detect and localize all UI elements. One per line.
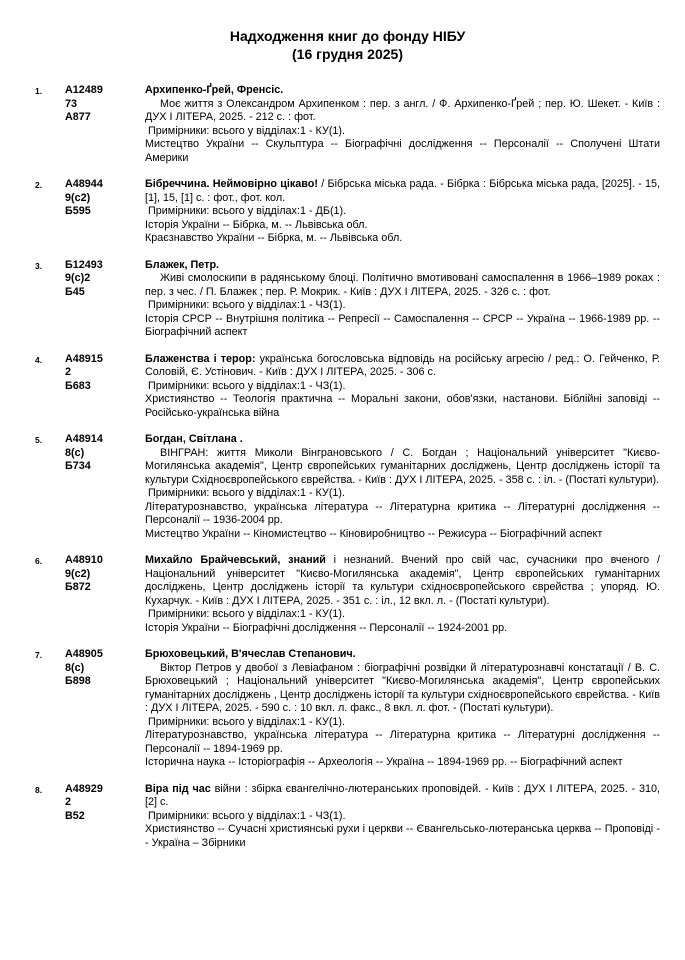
entry-title-bold: Михайло Брайчевський, знаний — [145, 554, 326, 566]
entry-description: Михайло Брайчевський, знаний і незнаний. Вчений про свій час, сучасники про вченого / Національний університет "Києво-Могилянська академія", Центр європейських гуманітарних досліджень, Центр досліджень історії та культури східноєвропейського єврейства ; упоряд. Ю. Кухарчук. - Київ : ДУХ І ЛІТЕРА, 2025. - 351 с. : іл., 12 вкл. л. - (Постаті культури). — [145, 554, 660, 607]
call-line: Б872 — [65, 581, 91, 593]
subject-line: Християнство -- Теологія практична -- Моральні закони, обов'язки, настанови. Біблійні заповіді -- Російсько-українська війна — [145, 393, 660, 419]
entry-description: Моє життя з Олександром Архипенком : пер. з англ. / Ф. Архипенко-Ґрей ; пер. Ю. Шекет. - Київ : ДУХ І ЛІТЕРА, 2025. - 212 с. : фот. — [145, 97, 660, 123]
subject-line: Історична наука -- Історіографія -- Археологія -- Україна -- 1894-1969 рр. -- Біографічний аспект — [145, 756, 623, 768]
call-line: 9(с)2 — [65, 272, 91, 284]
copies-line: Примірники: всього у відділах:1 - ЧЗ(1). — [148, 379, 346, 392]
call-line: Б45 — [65, 285, 85, 298]
page-title-line2: (16 грудня 2025) — [292, 46, 403, 62]
call-number — [65, 259, 145, 300]
entry-number: 6. — [35, 556, 43, 566]
entry-description: Живі смолоскипи в радянському блоці. Політично вмотивовані самоспалення в 1966–1989 роках : пер. з чес. / П. Блажек ; пер. Р. Мокрик. - Київ : ДУХ І ЛІТЕРА, 2025. - 326 с. : фот. — [145, 272, 660, 298]
call-number — [65, 554, 145, 595]
call-line: А48914 — [65, 433, 103, 445]
entry-body — [145, 783, 660, 851]
copies-line: Примірники: всього у відділах:1 - ДБ(1). — [148, 205, 347, 217]
call-line: А48915 — [65, 352, 103, 365]
entry-body — [145, 554, 660, 635]
catalog-entry — [35, 353, 660, 421]
entry-body — [145, 648, 660, 770]
call-number — [65, 84, 145, 125]
entry-body — [145, 259, 660, 340]
catalog-entry — [35, 554, 660, 635]
entry-number: 2. — [35, 180, 43, 190]
entry-description: Блаженства і терор: українська богословська відповідь на російську агресію / ред.: О. Гейченко, Р. Соловій, Є. Устінович. - Київ : ДУХ І ЛІТЕРА, 2025. - 306 с. — [145, 352, 660, 378]
call-line: Б595 — [65, 205, 91, 217]
call-line: А48910 — [65, 554, 103, 566]
entry-author-heading: Архипенко-Ґрей, Френсіс. — [145, 84, 284, 96]
copies-line: Примірники: всього у відділах:1 - КУ(1). — [148, 124, 346, 137]
page-title — [35, 27, 660, 63]
entry-description: Бібреччина. Неймовірно цікаво! / Бібрська міська рада. - Бібрка : Бібрська міська рада, [2025]. - 15, [1], 15, [1] с. : фот., фот. кол. — [145, 178, 660, 204]
entry-title-bold: Віра під час — [145, 782, 211, 795]
call-line: А12489 — [65, 84, 103, 96]
subject-line: Історія України -- Бібрка, м. -- Львівська обл. — [145, 218, 368, 231]
catalog-entry — [35, 84, 660, 165]
subject-line: Краєзнавство України -- Бібрка, м. -- Львівська обл. — [145, 232, 403, 244]
call-line: А48905 — [65, 648, 103, 660]
subject-line: Літературознавство, українська література -- Літературна критика -- Літературні дослідження -- Персоналії -- 1936-2004 рр. — [145, 500, 660, 526]
entry-number: 8. — [35, 784, 43, 795]
copies-line: Примірники: всього у відділах:1 - КУ(1). — [148, 487, 346, 499]
copies-line: Примірники: всього у відділах:1 - КУ(1). — [148, 715, 346, 728]
call-line: 73 — [65, 97, 78, 110]
call-line: Б12493 — [65, 258, 103, 271]
catalog-entry — [35, 178, 660, 246]
call-line: Б898 — [65, 675, 91, 687]
call-line: 9(с2) — [65, 567, 91, 580]
call-line: В52 — [65, 809, 85, 822]
subject-line: Християнство -- Сучасні християнські рухи і церкви -- Євангельсько-лютеранська церква -- Проповіді -- Україна – Збірники — [145, 823, 660, 849]
copies-line: Примірники: всього у відділах:1 - ЧЗ(1). — [148, 809, 346, 822]
entry-body — [145, 433, 660, 541]
entry-title-bold: Блаженства і терор: — [145, 352, 256, 365]
call-line: Б734 — [65, 460, 91, 472]
entry-author-heading: Брюховецький, В'ячеслав Степанович. — [145, 648, 356, 660]
call-line: 2 — [65, 366, 72, 378]
subject-line: Мистецтво України -- Скульптура -- Біографічні дослідження -- Персоналії -- Сполучені Штати Америки — [145, 138, 660, 164]
call-line: 2 — [65, 796, 72, 808]
entry-author-heading: Богдан, Світлана . — [145, 433, 243, 445]
call-number — [65, 178, 145, 219]
catalog-entry — [35, 648, 660, 770]
call-line: Б683 — [65, 379, 91, 392]
copies-line: Примірники: всього у відділах:1 - ЧЗ(1). — [148, 299, 346, 311]
subject-line: Історія СРСР -- Внутрішня політика -- Репресії -- Самоспалення -- СРСР -- Україна -- 1966-1989 рр. -- Біографічний аспект — [145, 312, 660, 338]
entry-number: 1. — [35, 86, 43, 96]
catalog-entry — [35, 783, 660, 851]
entry-description: Віктор Петров у двобої з Левіафаном : біографічні розвідки й літературознавчі констатації / В. С. Брюховецький ; Національний університет "Києво-Могилянська академія", Центр європейських гуманітарних досліджень , Центр досліджень історії та культури східноєвропейського єврейства. - Київ : ДУХ І ЛІТЕРА, 2025. - 590 с. : 10 вкл. л. факс., 8 вкл. л. фот. - (Постаті культури). — [145, 661, 660, 714]
copies-line: Примірники: всього у відділах:1 - КУ(1). — [148, 608, 346, 620]
subject-line: Історія України -- Біографічні дослідження -- Персоналії -- 1924-2001 рр. — [145, 621, 508, 634]
entry-description: ВІНГРАН: життя Миколи Вінграновського / С. Богдан ; Національний університет "Києво-Могилянська академія", Центр європейських гуманітарних досліджень, Центр досліджень історії та культури Східноєвропейського єврейства. - Київ : ДУХ І ЛІТЕРА, 2025. - 358 с. : іл. - (Постаті культури). — [145, 446, 660, 486]
call-number — [65, 648, 145, 689]
call-number — [65, 783, 145, 824]
entry-number: 7. — [35, 650, 43, 660]
entry-description: Віра під час війни : збірка євангелічно-лютеранських проповідей. - Київ : ДУХ І ЛІТЕРА, 2025. - 310, [2] с. — [145, 782, 660, 808]
call-number — [65, 433, 145, 474]
entry-body — [145, 84, 660, 165]
call-line: А48944 — [65, 178, 103, 190]
subject-line: Мистецтво України -- Кіномистецтво -- Кіновиробництво -- Режисура -- Біографічний аспект — [145, 527, 603, 540]
entry-title-bold: Бібреччина. Неймовірно цікаво! — [145, 178, 318, 190]
subject-line: Літературознавство, українська література -- Літературна критика -- Літературні дослідження -- Персоналії -- 1894-1969 рр. — [145, 729, 660, 755]
call-line: А877 — [65, 111, 91, 123]
call-number — [65, 353, 145, 394]
entries-list — [35, 84, 660, 850]
call-line: 8(с) — [65, 661, 85, 674]
entry-body — [145, 353, 660, 421]
entry-number: 4. — [35, 354, 43, 365]
catalog-entry — [35, 433, 660, 541]
catalog-entry — [35, 259, 660, 340]
page-title-line1: Надходження книг до фонду НІБУ — [229, 28, 466, 44]
entry-body — [145, 178, 660, 246]
entry-number: 5. — [35, 435, 43, 445]
call-line: А48929 — [65, 782, 103, 795]
entry-number: 3. — [35, 260, 43, 271]
entry-author-heading: Блажек, Петр. — [145, 258, 220, 271]
call-line: 8(с) — [65, 446, 85, 459]
call-line: 9(с2) — [65, 191, 91, 204]
